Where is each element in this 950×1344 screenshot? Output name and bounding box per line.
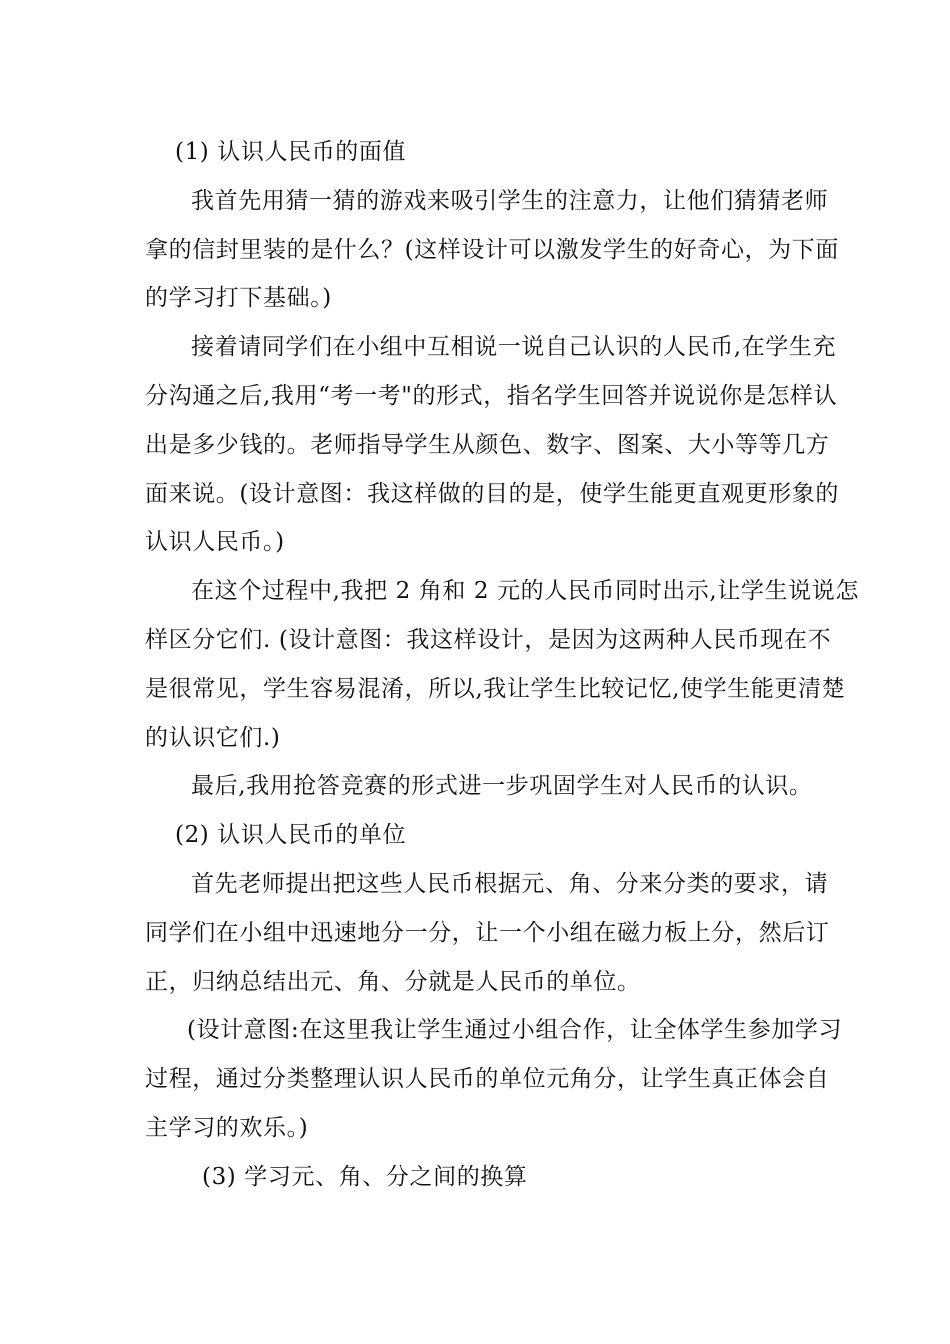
paragraph-line: 认识人民币。) [145,529,285,556]
paragraph-line: 我首先用猜一猜的游戏来吸引学生的注意力，让他们猜猜老师 [191,187,829,214]
paragraph-line: 在这个过程中,我把 2 角和 2 元的人民币同时出示,让学生说说怎 [191,578,859,605]
paragraph-line: 出是多少钱的。老师指导学生从颜色、数字、图案、大小等等几方 [145,431,830,458]
paragraph-line: 同学们在小组中迅速地分一分，让一个小组在磁力板上分，然后订 [145,919,830,946]
paragraph-line: 过程，通过分类整理认识人民币的单位元角分，让学生真正体会自 [145,1066,830,1093]
paragraph-line: 拿的信封里装的是什么？(这样设计可以激发学生的好奇心，为下面 [145,236,839,263]
section-heading-1: (1) 认识人民币的面值 [175,139,407,165]
paragraph-line: 最后,我用抢答竞赛的形式进一步巩固学生对人民币的认识。 [191,773,813,800]
section-heading-2: (2) 认识人民币的单位 [175,822,407,849]
paragraph-line: 是很常见，学生容易混淆，所以,我让学生比较记忆,使学生能更清楚 [145,675,846,702]
paragraph-line: 的认识它们.) [145,724,281,751]
section-heading-3: (3) 学习元、角、分之间的换算 [202,1163,528,1190]
paragraph-line: 的学习打下基础。) [145,285,332,312]
paragraph-line: 正，归纳总结出元、角、分就是人民币的单位。 [145,968,641,995]
paragraph-line: (设计意图:在这里我让学生通过小组合作，让全体学生参加学习 [187,1017,843,1044]
document-body [145,128,859,1202]
paragraph-line: 首先老师提出把这些人民币根据元、角、分来分类的要求，请 [191,870,829,897]
paragraph-line: 接着请同学们在小组中互相说一说自己认识的人民币,在学生充 [191,334,837,361]
paragraph-line: 分沟通之后,我用“考一考"的形式，指名学生回答并说说你是怎样认 [145,382,838,409]
paragraph-line: 面来说。(设计意图：我这样做的目的是，使学生能更直观更形象的 [145,480,839,507]
paragraph-line: 样区分它们. (设计意图：我这样设计，是因为这两种人民币现在不 [145,626,832,653]
paragraph-line: 主学习的欢乐。) [145,1114,309,1141]
